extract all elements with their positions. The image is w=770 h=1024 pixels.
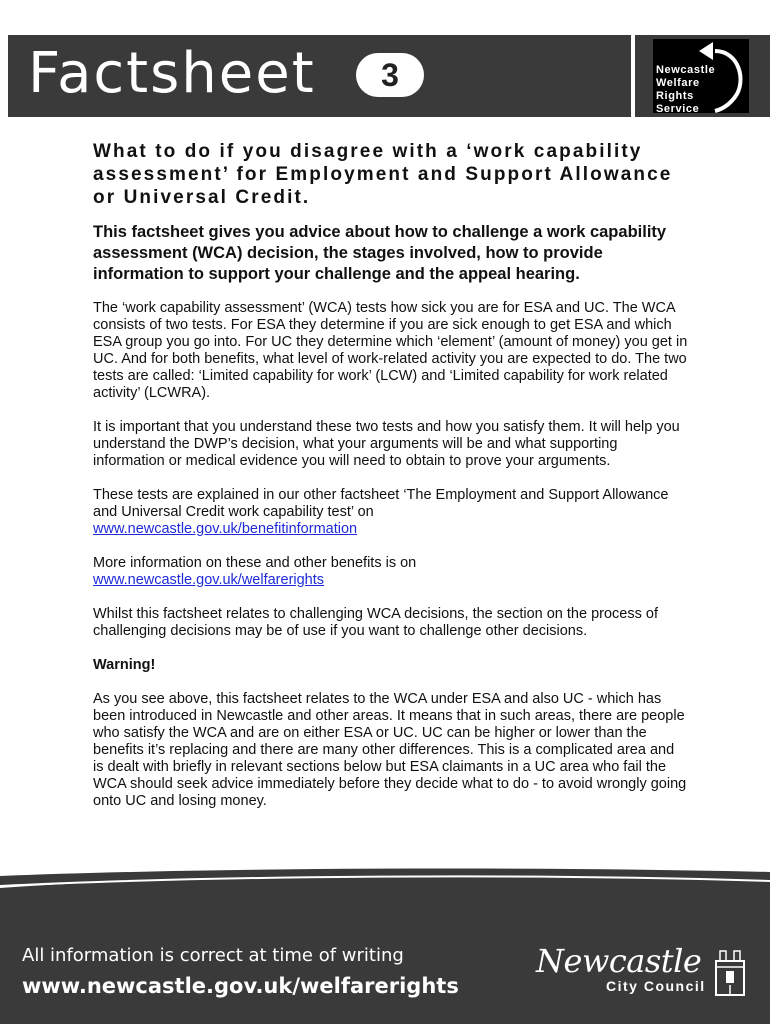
welfare-rights-logo-text: Newcastle Welfare Rights Service [656,64,716,115]
warning-heading: Warning! [93,657,156,673]
more-information-text: More information on these and other benefits is on [93,555,417,571]
paragraph-tests-explained [93,487,688,538]
tests-explained-text: These tests are explained in our other factsheet ‘The Employment and Support Allowance and Universal Credit work capability test’ on [93,487,669,520]
paragraph-warning: As you see above, this factsheet relates to the WCA under ESA and also UC - which has been introduced in Newcastle and other areas. It means that in such areas, there are people who satisfy the WCA and are on either ESA or UC. UC can be higher or lower than the benefits it’s replacing and there are many other differences. This is a complicated area and is dealt with briefly in relevant sections below but ESA claimants in a UC area who fail the WCA should seek advice immediately before they decide what to do - to avoid wrongly going onto UC and losing money. [93,691,687,809]
header-divider [631,35,635,117]
council-subtitle: City Council [606,978,706,994]
newcastle-city-council-logo [534,941,750,999]
paragraph-understand-tests: It is important that you understand these two tests and how you satisfy them. It will help you understand the DWP’s decision, what your arguments will be and what supporting information or medical evidence you will need to obtain to prove your arguments. [93,419,680,469]
paragraph-other-decisions: Whilst this factsheet relates to challenging WCA decisions, the section on the process of challenging decisions may be of use if you want to challenge other decisions. [93,606,658,639]
benefitinformation-link[interactable]: www.newcastle.gov.uk/benefitinformation [93,521,358,537]
welfare-rights-logo [653,39,749,113]
factsheet-title: Factsheet [28,41,316,106]
footer-website: www.newcastle.gov.uk/welfarerights [22,974,459,998]
castle-crest-icon [712,947,748,997]
council-name: Newcastle [536,942,702,980]
paragraph-wca-explanation: The ‘work capability assessment’ (WCA) tests how sick you are for ESA and UC. The WCA consists of two tests. For ESA they determine if you are sick enough to get ESA and which ESA group you go into. For UC they determine which ‘element’ (amount of money) you get in UC. And for both benefits, what level of work-related activity you are expected to do. The two tests are called: ‘Limited capability for work’ (LCW) and ‘Limited capability for work related activity’ (LCWRA). [93,300,688,401]
document-intro: This factsheet gives you advice about how to challenge a work capability assessment (WCA) decision, the stages involved, how to provide information to support your challenge and the appeal hearing. [93,223,667,283]
welfarerights-link[interactable]: www.newcastle.gov.uk/welfarerights [93,572,325,588]
paragraph-more-information [93,555,688,589]
footer-disclaimer: All information is correct at time of writing [22,945,404,966]
factsheet-number-badge: 3 [356,53,424,97]
factsheet-content [93,140,688,827]
document-heading: What to do if you disagree with a ‘work capability assessment’ for Employment and Support Allowance or Universal Credit. [93,141,673,208]
